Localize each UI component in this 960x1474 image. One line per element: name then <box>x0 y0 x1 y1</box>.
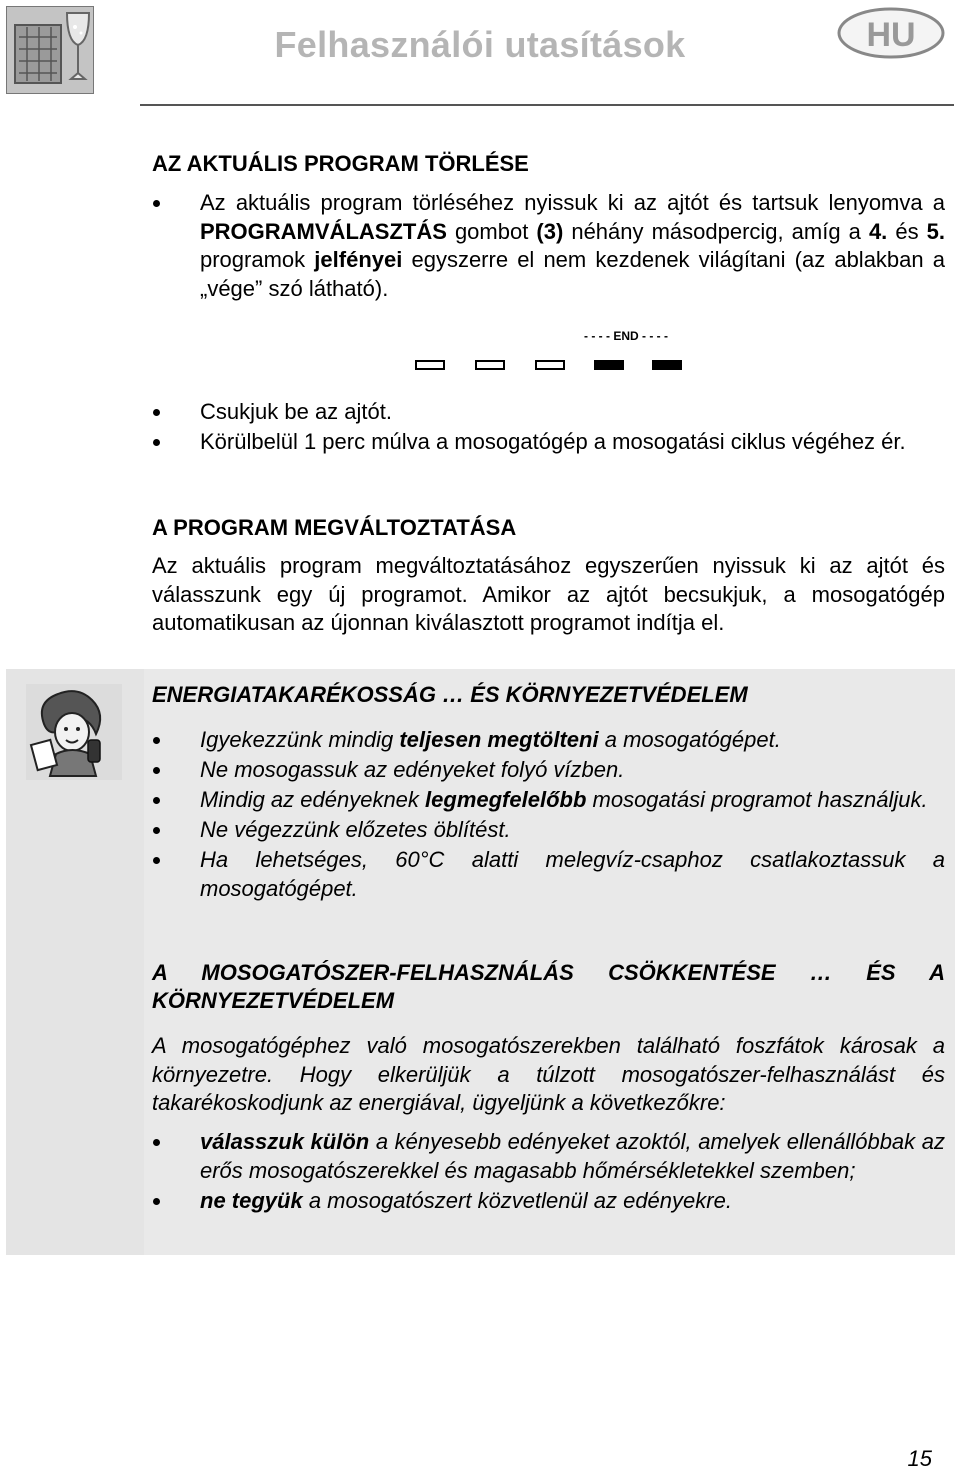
detergent-intro-text: A mosogatógéphez való mosogatószerekben található foszfátok károsak a környezetre. Hogy elkerüljük a túlzott mosogatószer-felhasználást és takarékoskodjunk az energiával, ügyeljünk a következőkre: <box>152 1033 945 1115</box>
change-program-text: Az aktuális program megváltoztatásához egyszerűen nyissuk ki az ajtót és válasszunk egy új programot. Amikor az ajtót becsukjuk, a mosogatógép automatikusan az újonnan kiválasztott programot indítja el. <box>152 553 945 635</box>
bullet-icon <box>153 1139 160 1146</box>
bullet-icon <box>153 797 160 804</box>
page-number: 15 <box>907 1446 932 1471</box>
bullet-icon <box>153 767 160 774</box>
cancel-steps-list <box>151 189 945 305</box>
section-title-cancel-program: AZ AKTUÁLIS PROGRAM TÖRLÉSE <box>152 151 529 176</box>
page-title: Felhasználói utasítások <box>274 24 686 65</box>
list-item: Mindig az edényeknek legmegfelelőbb mosogatási programot használjuk. <box>151 786 945 815</box>
detergent-tips-list <box>151 1128 945 1217</box>
bullet-icon <box>153 737 160 744</box>
program-lamp-on <box>652 360 682 370</box>
bullet-icon <box>153 439 160 446</box>
list-item: Körülbelül 1 perc múlva a mosogatógép a mosogatási ciklus végéhez ér. <box>151 428 945 457</box>
end-indicator-display <box>412 328 686 374</box>
list-item: Csukjuk be az ajtót. <box>151 398 945 427</box>
section-title-detergent-reduction: A MOSOGATÓSZER-FELHASZNÁLÁS CSÖKKENTÉSE … ÉS A KÖRNYEZETVÉDELEM <box>152 960 945 1013</box>
bullet-icon <box>153 1198 160 1205</box>
list-item: Ha lehetséges, 60°C alatti melegvíz-csaphoz csatlakoztassuk a mosogatógépet. <box>151 846 945 903</box>
bullet-icon <box>153 409 160 416</box>
list-item: Ne végezzünk előzetes öblítést. <box>151 816 945 845</box>
language-badge-text: HU <box>866 16 916 54</box>
mascot-woman-phone-icon <box>26 684 122 780</box>
list-item: ne tegyük a mosogatószert közvetlenül az edényekre. <box>151 1187 945 1216</box>
header-divider <box>140 104 954 106</box>
end-label: - - - - END - - - - <box>584 329 668 343</box>
bullet-icon <box>153 827 160 834</box>
list-item: Az aktuális program törléséhez nyissuk ki az ajtót és tartsuk lenyomva a PROGRAMVÁLASZTÁS gombot (3) néhány másodpercig, amíg a 4. és 5. programok jelfényei egyszerre el nem kezdenek világítani (az ablakban a „vége” szó látható). <box>151 189 945 303</box>
cancel-steps-list-continued <box>151 398 945 458</box>
energy-tips-list <box>151 726 945 905</box>
bullet-icon <box>153 857 160 864</box>
program-lamp-on <box>594 360 624 370</box>
list-item: válasszuk külön a kényesebb edényeket azoktól, amelyek ellenállóbbak az erős mosogatószerekkel és magasabb hőmérsékletekkel szemben; <box>151 1128 945 1185</box>
list-item: Ne mosogassuk az edényeket folyó vízben. <box>151 756 945 785</box>
section-title-energy-saving: ENERGIATAKARÉKOSSÁG … ÉS KÖRNYEZETVÉDELEM <box>152 682 748 707</box>
bullet-icon <box>153 200 160 207</box>
program-lamp-off <box>416 361 444 369</box>
program-lamp-off <box>476 361 504 369</box>
list-item: Igyekezzünk mindig teljesen megtölteni a mosogatógépet. <box>151 726 945 755</box>
section-title-change-program: A PROGRAM MEGVÁLTOZTATÁSA <box>152 515 517 540</box>
language-badge <box>836 5 946 61</box>
program-lamp-off <box>536 361 564 369</box>
